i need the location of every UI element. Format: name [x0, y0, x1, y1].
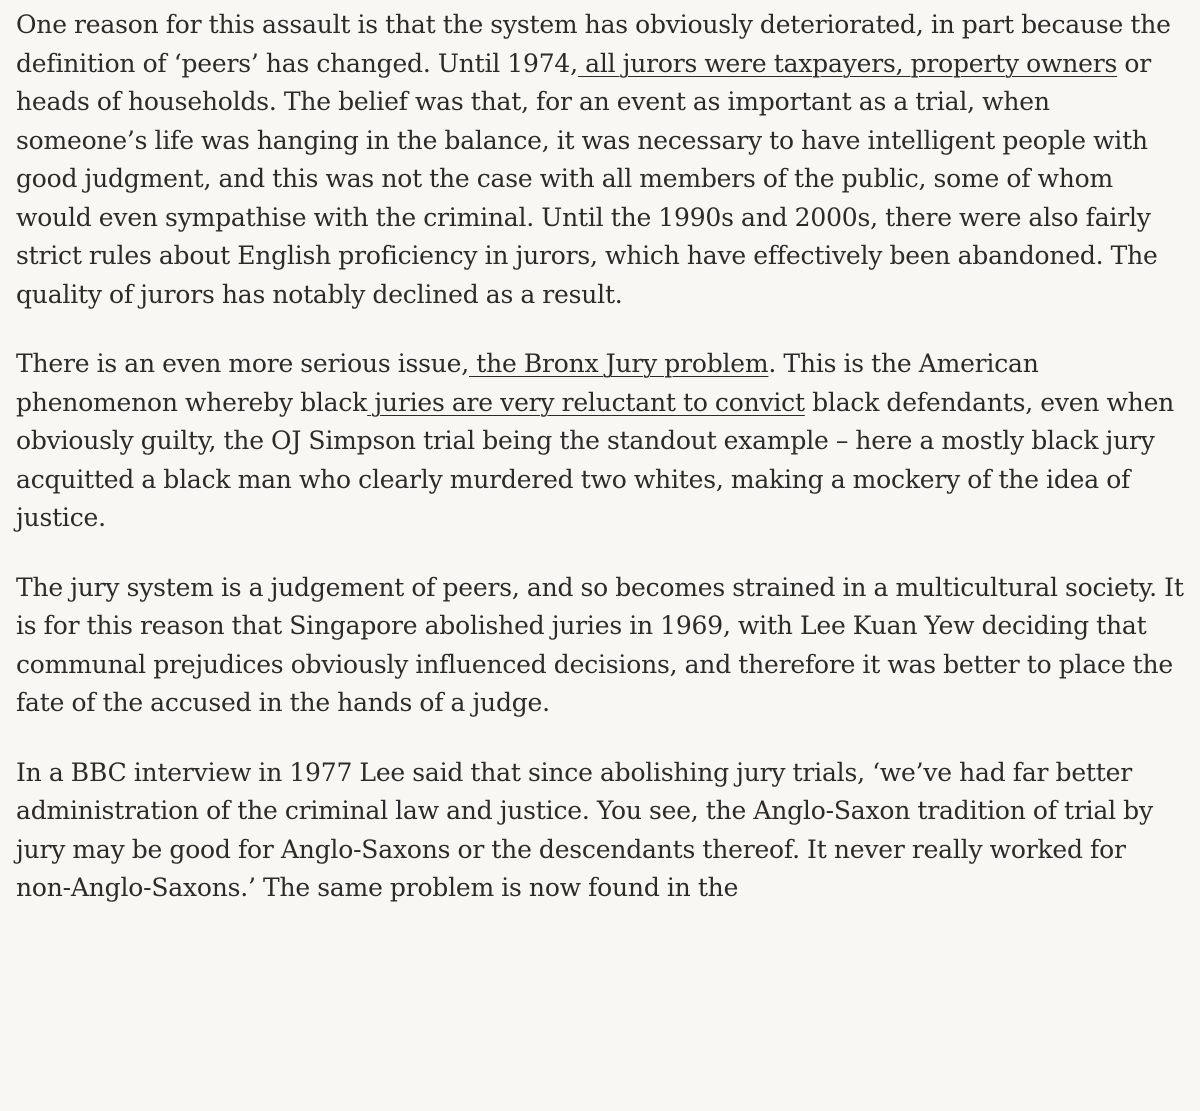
- article-body: [16, 6, 1186, 939]
- paragraph-4: [16, 754, 1186, 908]
- paragraph-text: The jury system is a judgement of peers, and so becomes strained in a multicultural society. It is for this reason that Singapore abolished juries in 1969, with Lee Kuan Yew deciding that communal prejudices obviously influenced decisions, and therefore it was better to place the fate of the accused in the hands of a judge.: [16, 572, 1184, 717]
- paragraph-text: or heads of households. The belief was that, for an event as important as a trial, when someone’s life was hanging in the balance, it was necessary to have intelligent people with good judgment, and this was not the case with all members of the public, some of whom would even sympathise with the criminal. Until the 1990s and 2000s, there were also fairly strict rules about English proficiency in jurors, which have effectively been abandoned. The quality of jurors has notably declined as a result.: [16, 48, 1158, 309]
- paragraph-text: black defendants, even when obviously guilty, the OJ Simpson trial being the standout example – here a mostly black jury acquitted a black man who clearly murdered two whites, making a mockery of the idea of justice.: [16, 387, 1175, 532]
- paragraph-text: In a BBC interview in 1977 Lee said that since abolishing jury trials, ‘we’ve had far better administration of the criminal law and justice. You see, the Anglo-Saxon tradition of trial by jury may be good for Anglo-Saxons or the descendants thereof. It never really worked for non-Anglo-Saxons.’ The same problem is now found in the: [16, 757, 1153, 902]
- paragraph-text: One reason for this assault is that the system has obviously deteriorated, in part because the definition of ‘peers’ has changed. Until 1974,: [16, 10, 1171, 78]
- paragraph-text: . This is the American phenomenon whereby black: [16, 349, 1039, 417]
- paragraph-text: There is an even more serious issue,: [16, 349, 469, 378]
- paragraph-1: [16, 6, 1186, 314]
- paragraph-2: [16, 345, 1186, 538]
- link-bronx-jury-problem[interactable]: the Bronx Jury problem: [469, 349, 769, 378]
- paragraph-3: [16, 569, 1186, 723]
- link-jurors-taxpayers[interactable]: all jurors were taxpayers, property owners: [577, 48, 1118, 78]
- link-juries-reluctant-to-convict[interactable]: juries are very reluctant to convict: [367, 387, 805, 417]
